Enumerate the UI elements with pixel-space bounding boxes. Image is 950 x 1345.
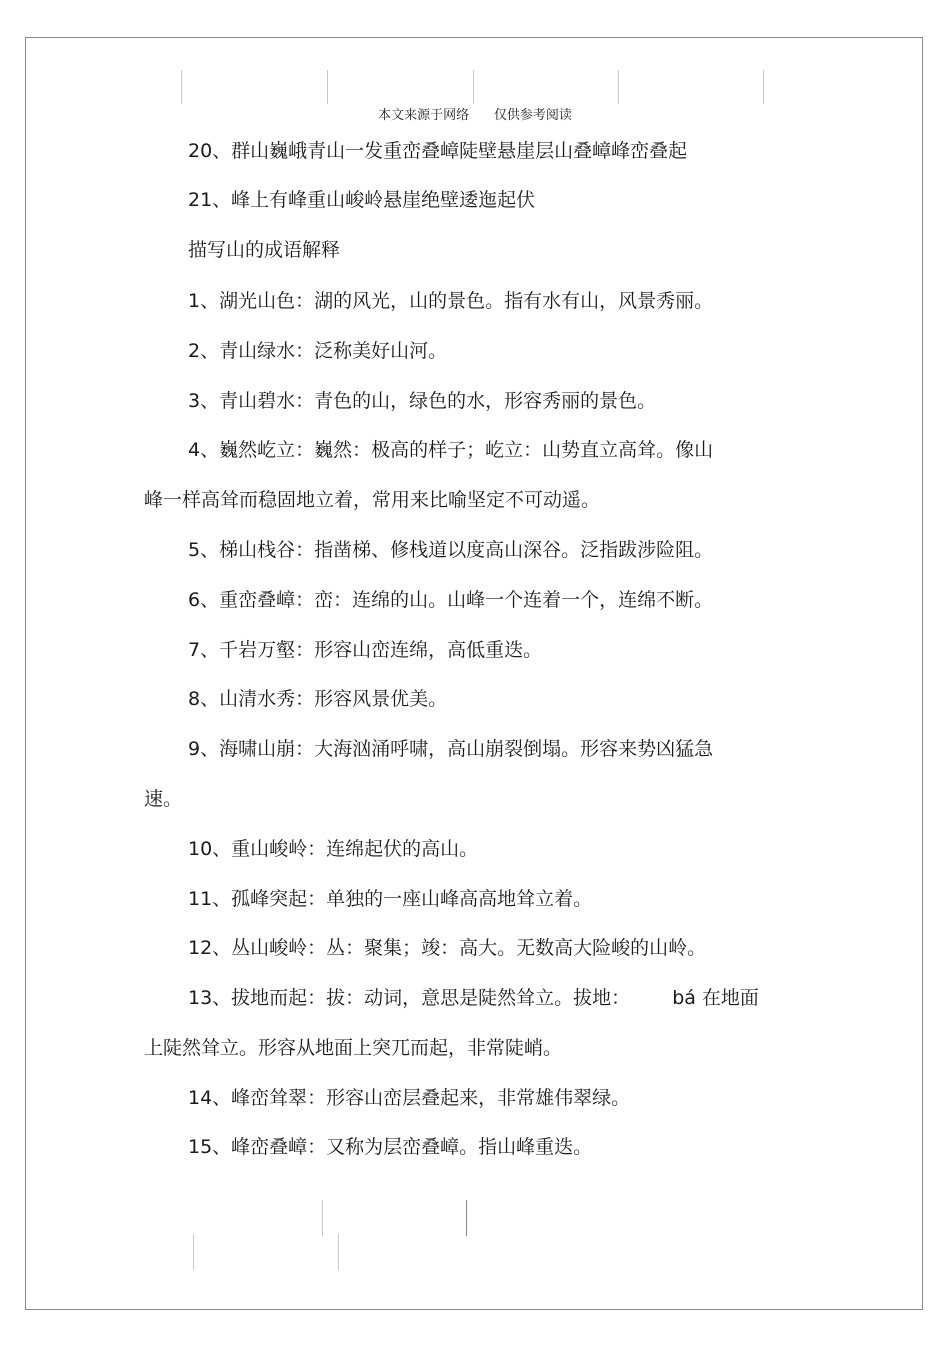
- idiom-15: 15、峰峦叠嶂：又称为层峦叠嶂。指山峰重迭。: [188, 1136, 593, 1158]
- text-line-21: 21、峰上有峰重山峻岭悬崖绝壁逶迤起伏: [188, 189, 536, 211]
- idiom-4-continued: 峰一样高耸而稳固地立着，常用来比喻坚定不可动遥。: [144, 489, 601, 511]
- bottom-guide-line-4: [338, 1234, 339, 1270]
- idiom-13-pinyin: bá: [672, 987, 696, 1009]
- idiom-13-continued: 上陡然耸立。形容从地面上突兀而起，非常陡峭。: [144, 1037, 563, 1059]
- idiom-11: 11、孤峰突起：单独的一座山峰高高地耸立着。: [188, 888, 593, 910]
- top-guide-line-2: [327, 70, 328, 104]
- top-guide-line-4: [618, 70, 619, 104]
- source-note: 本文来源于网络 仅供参考阅读: [378, 108, 572, 123]
- idiom-9-continued: 速。: [144, 788, 183, 810]
- idiom-14: 14、峰峦耸翠：形容山峦层叠起来，非常雄伟翠绿。: [188, 1087, 631, 1109]
- idiom-1: 1、湖光山色：湖的风光，山的景色。指有水有山，风景秀丽。: [188, 290, 714, 312]
- top-guide-line-1: [181, 70, 182, 104]
- idiom-3: 3、青山碧水：青色的山，绿色的水，形容秀丽的景色。: [188, 390, 657, 412]
- page-border: [25, 37, 923, 1310]
- bottom-guide-line-1: [322, 1200, 323, 1236]
- idiom-8: 8、山清水秀：形容风景优美。: [188, 688, 448, 710]
- idiom-13-rest: 在地面: [701, 987, 759, 1009]
- idiom-10: 10、重山峻岭：连绵起伏的高山。: [188, 838, 479, 860]
- section-heading: 描写山的成语解释: [188, 239, 341, 261]
- text-line-20: 20、群山巍峨青山一发重峦叠嶂陡壁悬崖层山叠嶂峰峦叠起: [188, 140, 688, 162]
- bottom-guide-line-3: [193, 1234, 194, 1270]
- idiom-6: 6、重峦叠嶂：峦：连绵的山。山峰一个连着一个，连绵不断。: [188, 589, 714, 611]
- idiom-7: 7、千岩万壑：形容山峦连绵，高低重迭。: [188, 639, 543, 661]
- idiom-13-text: 13、拔地而起：拔：动词，意思是陡然耸立。拔地：: [188, 987, 631, 1009]
- idiom-5: 5、梯山栈谷：指凿梯、修栈道以度高山深谷。泛指跋涉险阻。: [188, 539, 714, 561]
- top-guide-line-5: [763, 70, 764, 104]
- idiom-4: 4、巍然屹立：巍然：极高的样子；屹立：山势直立高耸。像山: [188, 439, 714, 461]
- idiom-2: 2、青山绿水：泛称美好山河。: [188, 340, 448, 362]
- top-guide-line-3: [473, 70, 474, 104]
- idiom-12: 12、丛山峻岭：丛：聚集；竣：高大。无数高大险峻的山岭。: [188, 937, 707, 959]
- bottom-guide-line-2: [466, 1200, 467, 1236]
- idiom-13: [188, 985, 759, 1011]
- idiom-9: 9、海啸山崩：大海汹涌呼啸，高山崩裂倒塌。形容来势凶猛急: [188, 738, 714, 760]
